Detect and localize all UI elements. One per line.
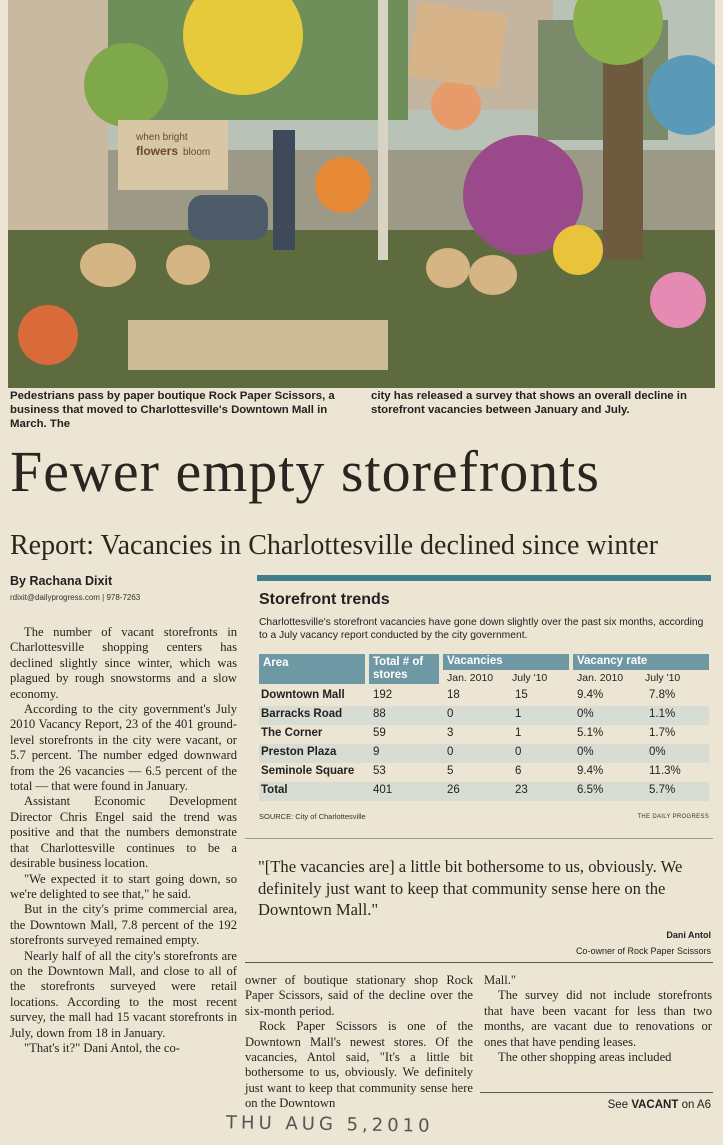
article-column-3 (484, 973, 712, 1065)
table-row (259, 706, 709, 725)
paragraph: owner of boutique stationary shop Rock Paper Scissors, said of the decline over the six-month period. (245, 973, 473, 1018)
subheader-rate-jan: Jan. 2010 (577, 672, 624, 684)
cell-rate-jan: 0% (577, 708, 594, 720)
byline: By Rachana Dixit (10, 574, 113, 588)
storefront-trends-table (253, 575, 715, 825)
divider (245, 962, 713, 963)
header-rate-label: Vacancy rate (577, 655, 648, 667)
quote-title: Co-owner of Rock Paper Scissors (575, 946, 711, 956)
paragraph: Nearly half of all the city's storefronts are on the Downtown Mall, and close to all of the storefronts surveyed were retail locations. According to the most recent survey, the mall had 15 vacant storefronts in July, down from 18 in January. (10, 948, 237, 1040)
pull-quote: "[The vacancies are] a little bit bothersome to us, obviously. We definitely just want to keep that community sense here on the Downtown Mall." (258, 857, 683, 919)
cell-area: Downtown Mall (261, 689, 345, 701)
cell-rate-jul: 5.7% (649, 784, 676, 796)
paragraph: The other shopping areas included (498, 1050, 672, 1065)
cell-rate-jul: 11.3% (649, 765, 681, 777)
cell-vac-jan: 0 (447, 746, 454, 758)
cell-rate-jan: 9.4% (577, 689, 604, 701)
jump-divider (480, 1092, 713, 1093)
paragraph: The survey did not include storefronts that have been vacant for less than two months, are vacant due to renovations or ones that have pending leases. (484, 988, 712, 1049)
storefront-photo (8, 0, 715, 388)
cell-area: Seminole Square (261, 765, 355, 777)
cell-vac-jul: 15 (515, 689, 528, 701)
cell-rate-jul: 1.7% (649, 727, 676, 739)
table-description: Charlottesville's storefront vacancies have gone down slightly over the past six months, according to a July vacancy report conducted by the city government. (259, 617, 704, 641)
subheader-vac-jan: Jan. 2010 (447, 672, 494, 684)
paragraph: Assistant Economic Development Director Chris Engel said the trend was positive and that the numbers demonstrate that Charlottesville continues to be a desirable business location. (10, 794, 237, 871)
table-row (259, 687, 709, 706)
sign-line-2: flowers (136, 144, 179, 158)
cell-vac-jul: 23 (515, 784, 528, 796)
header-area-label: Area (263, 657, 289, 669)
sign-line-3: bloom (183, 147, 211, 158)
cell-vac-jan: 18 (447, 689, 460, 701)
paragraph: "That's it?" Dani Antol, the co- (24, 1040, 180, 1055)
cell-rate-jul: 0% (649, 746, 666, 758)
table-source: SOURCE: City of Charlottesville (259, 812, 366, 821)
article-column-2 (245, 973, 473, 1112)
table-row (259, 763, 709, 782)
cell-total: 59 (373, 727, 386, 739)
header-vacancies (443, 654, 569, 670)
author-contact: rdixit@dailyprogress.com | 978-7263 (10, 593, 141, 602)
caption-col-2: city has released a survey that shows an overall decline in storefront vacancies between January and July. (371, 390, 687, 416)
cell-vac-jan: 5 (447, 765, 454, 777)
sign-line-1: when bright (136, 132, 188, 143)
cell-rate-jan: 5.1% (577, 727, 604, 739)
cell-total: 88 (373, 708, 386, 720)
subheader-rate-jul: July '10 (645, 672, 681, 684)
cell-rate-jan: 9.4% (577, 765, 604, 777)
paragraph: Mall." (484, 973, 517, 987)
cell-rate-jul: 7.8% (649, 689, 676, 701)
quote-name: Dani Antol (666, 930, 711, 940)
cell-rate-jan: 0% (577, 746, 594, 758)
subheadline: Report: Vacancies in Charlottesville declined since winter (10, 530, 658, 561)
paragraph: "We expected it to start going down, so we're delighted to see that," he said. (10, 871, 237, 901)
header-vacancies-label: Vacancies (447, 655, 503, 667)
jump-suffix: on A6 (678, 1099, 711, 1111)
jump-label: VACANT (631, 1099, 679, 1111)
table-row-total (259, 782, 709, 801)
paragraph: The number of vacant storefronts in Charlottesville shopping centers has declined slightly since winter, which was plagued by rough snowstorms and a slow economy. (10, 625, 237, 701)
paragraph: Rock Paper Scissors is one of the Downtown Mall's newest stores. Of the vacancies, Antol said, "It's a little bit bothersome to us, obviously. We definitely just want to keep that community sense here on the Downtown (245, 1019, 473, 1111)
cell-total: 192 (373, 689, 393, 701)
quote-divider (245, 838, 713, 839)
subheader-vac-jul: July '10 (512, 672, 548, 684)
cell-rate-jan: 6.5% (577, 784, 604, 796)
cell-total: 401 (373, 784, 393, 796)
cell-area: The Corner (261, 727, 323, 739)
cell-vac-jul: 1 (515, 727, 522, 739)
header-total (369, 654, 439, 684)
cell-total: 53 (373, 765, 386, 777)
table-credit: THE DAILY PROGRESS (637, 814, 709, 820)
jump-line[interactable] (608, 1099, 711, 1111)
cell-rate-jul: 1.1% (649, 708, 676, 720)
paragraph: But in the city's prime commercial area, the Downtown Mall, 7.8 percent of the 192 storefronts surveyed remained empty. (10, 902, 237, 948)
header-area (259, 654, 365, 684)
table-title: Storefront trends (259, 591, 390, 608)
cell-area: Preston Plaza (261, 746, 337, 758)
jump-prefix: See (607, 1099, 632, 1111)
cell-total: 9 (373, 746, 380, 758)
table-row (259, 725, 709, 744)
cell-vac-jan: 0 (447, 708, 454, 720)
headline: Fewer empty storefronts (10, 439, 600, 504)
cell-vac-jan: 26 (447, 784, 460, 796)
cell-area: Total (261, 784, 288, 796)
article-column-1 (10, 625, 237, 1056)
table-row (259, 744, 709, 763)
cell-vac-jan: 3 (447, 727, 454, 739)
header-total-label: Total # of stores (373, 656, 424, 681)
cell-area: Barracks Road (261, 708, 343, 720)
accent-bar (257, 575, 711, 581)
cell-vac-jul: 6 (515, 765, 522, 777)
cell-vac-jul: 1 (515, 708, 522, 720)
cell-vac-jul: 0 (515, 746, 522, 758)
header-rate (573, 654, 709, 670)
paragraph: According to the city government's July 2010 Vacancy Report, 23 of the 401 ground-level storefronts in the city were vacant, or 5.7 percent. The number edged downward from the 26 vacancies — 6.5 percent of the total — that were found in January. (10, 702, 237, 794)
handwritten-date: THU AUG 5,2010 (225, 1112, 434, 1137)
caption-col-1: Pedestrians pass by paper boutique Rock Paper Scissors, a business that moved to Charlottesville's Downtown Mall in March. The (10, 390, 335, 430)
photo-illustration (8, 0, 715, 388)
